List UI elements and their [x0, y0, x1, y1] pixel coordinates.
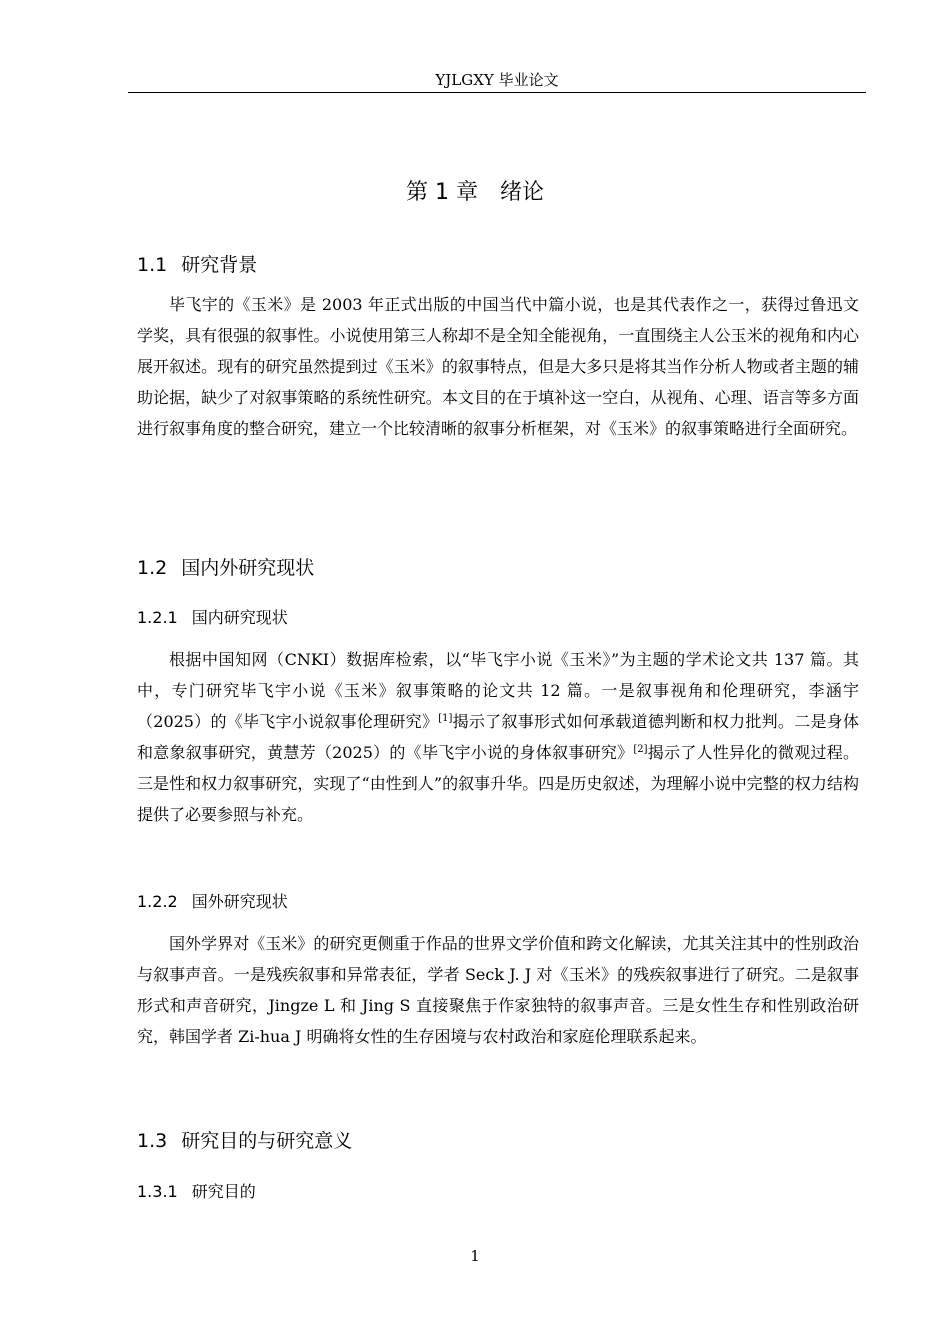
subsection-number: 1.3.1 — [137, 1182, 178, 1201]
subsection-title: 研究目的 — [191, 1182, 256, 1201]
section-heading-1-1 — [137, 251, 257, 279]
section-number: 1.3 — [137, 1130, 168, 1152]
subsection-heading-1-2-1 — [137, 606, 288, 630]
section-title: 研究背景 — [181, 254, 258, 276]
citation-ref: [1] — [438, 713, 453, 724]
section-title: 国内外研究现状 — [181, 557, 315, 579]
section-number: 1.1 — [137, 254, 168, 276]
citation-ref: [2] — [633, 744, 648, 755]
running-header — [128, 70, 866, 93]
section-title: 研究目的与研究意义 — [181, 1130, 353, 1152]
section-number: 1.2 — [137, 557, 168, 579]
subsection-heading-1-2-2 — [137, 890, 288, 914]
subsection-heading-1-3-1 — [137, 1180, 256, 1204]
paragraph-text: 根据中国知网（CNKI）数据库检索，以“毕飞宇小说《玉米》”为主题的学术论文共 137 篇。其中，专门研究毕飞宇小说《玉米》叙事策略的论文共 12 篇。一是叙事视角和伦理研究，李涵宇（2025）的《毕飞宇小说叙事伦理研究》 — [137, 650, 859, 731]
section-heading-1-2 — [137, 554, 314, 582]
header-title: YJLGXY 毕业论文 — [435, 71, 559, 89]
subsection-number: 1.2.2 — [137, 892, 178, 911]
page-number: 1 — [470, 1247, 480, 1265]
subsection-title: 国外研究现状 — [191, 892, 288, 911]
paragraph-text: 揭示了人性异化的微观过程。三是性和权力叙事研究，实现了“由性到人”的叙事升华。四是历史叙述，为理解小说中完整的权力结构提供了必要参照与补充。 — [137, 743, 859, 824]
paragraph-domestic — [137, 644, 859, 830]
subsection-title: 国内研究现状 — [191, 608, 288, 627]
paragraph-background: 毕飞宇的《玉米》是 2003 年正式出版的中国当代中篇小说，也是其代表作之一，获得过鲁迅文学奖，具有很强的叙事性。小说使用第三人称却不是全知全能视角，一直围绕主人公玉米的视角和内心展开叙述。现有的研究虽然提到过《玉米》的叙事特点，但是大多只是将其当作分析人物或者主题的辅助论据，缺少了对叙事策略的系统性研究。本文目的在于填补这一空白，从视角、心理、语言等多方面进行叙事角度的整合研究，建立一个比较清晰的叙事分析框架，对《玉米》的叙事策略进行全面研究。 — [137, 295, 859, 438]
chapter-title: 第 1 章 绪论 — [406, 180, 544, 205]
paragraph-foreign: 国外学界对《玉米》的研究更侧重于作品的世界文学价值和跨文化解读，尤其关注其中的性别政治与叙事声音。一是残疾叙事和异常表征，学者 Seck J. J 对《玉米》的残疾叙事进行了研究。二是叙事形式和声音研究，Jingze L 和 Jing S 直接聚焦于作家独特的叙事声音。三是女性生存和性别政治研究，韩国学者 Zi-hua J 明确将女性的生存困境与农村政治和家庭伦理联系起来。 — [137, 934, 859, 1046]
paragraph-text: 揭示了叙事形式如何承载道德判断和权力批判。二是身体和意象叙事研究，黄慧芳（2025）的《毕飞宇小说的身体叙事研究》 — [137, 712, 859, 762]
subsection-number: 1.2.1 — [137, 608, 178, 627]
section-heading-1-3 — [137, 1127, 352, 1155]
